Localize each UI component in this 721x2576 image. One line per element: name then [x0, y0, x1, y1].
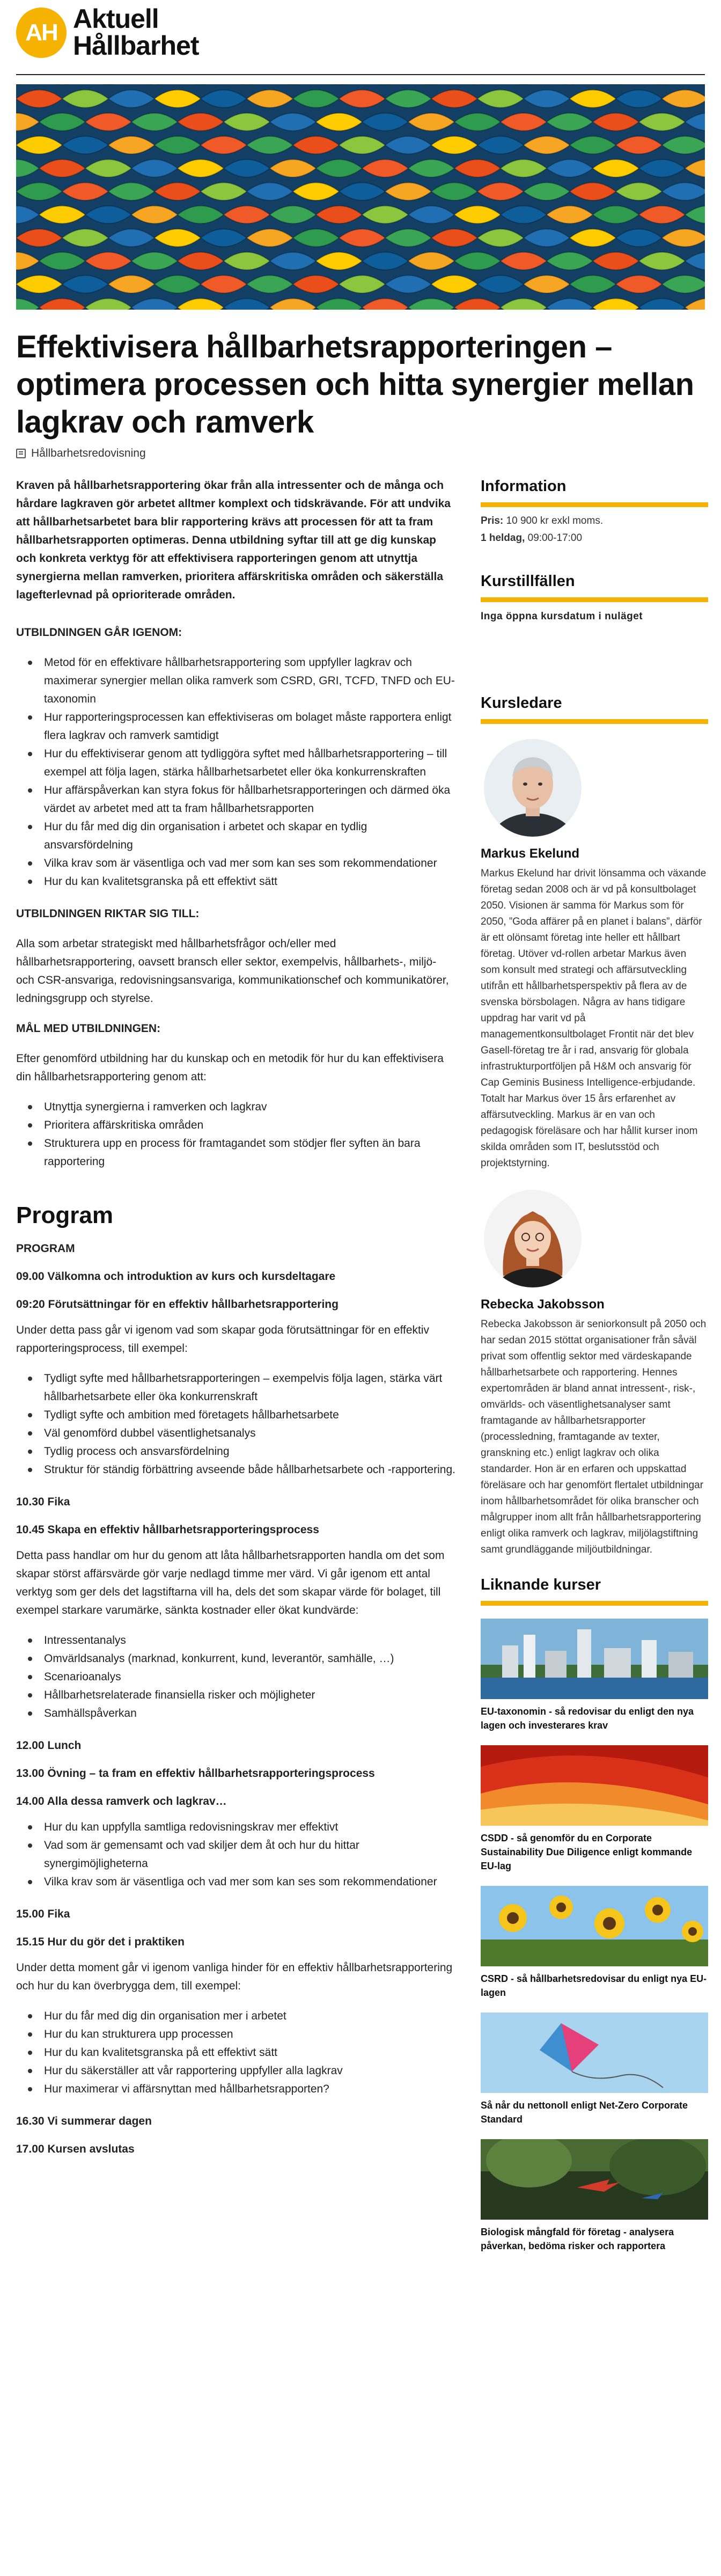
similar-heading: Liknande kurser	[481, 1575, 708, 1606]
list-item: Tydlig process och ansvarsfördelning	[16, 1443, 456, 1461]
list-item: Samhällspåverkan	[16, 1704, 456, 1723]
sunflower-icon	[481, 1886, 708, 1966]
list-item: Vilka krav som är väsentliga och vad mer som kan ses som rekommendationer	[16, 854, 456, 873]
program-item: 16.30 Vi summerar dagen	[16, 2115, 152, 2127]
program-list	[16, 1818, 456, 1891]
leaders-heading: Kursledare	[481, 693, 708, 724]
program-item: 15.00 Fika	[16, 1908, 70, 1920]
card-image[interactable]	[481, 1745, 708, 1826]
course-card[interactable]	[481, 2139, 708, 2253]
program-heading: Program	[16, 1202, 113, 1228]
program-item: 12.00 Lunch	[16, 1739, 82, 1752]
leader-name: Markus Ekelund	[481, 846, 580, 861]
person-icon	[484, 739, 582, 837]
info-block	[481, 513, 708, 547]
card-title[interactable]: CSRD - så hållbarhetsredovisar du enligt nya EU-lagen	[481, 1973, 707, 1998]
leader-bio: Rebecka Jakobsson är seniorkonsult på 2050 och har sedan 2015 stöttat organisationer från såväl privat som offentlig sektor med värdeskapande hållbarhetsarbete och rapportering. Hennes expertområden är bland annat intressent-, risk-, omvärlds- och väsentlighetsanalyser samt framtagande av hållbarhetsrapporter (processledning, framtagande av texter, granskning etc.) enligt lagkrav och olika standarder. Hon är en erfaren och uppskattad föreläsare och har genomfört flertalet utbildningar inom hållbarhetsområdet för olika branscher och målgrupper inom allt från hållbarhetsrapportering enligt olika ramverk och lagkrav, miljölagstiftning samt grundläggande miljöutbildningar.	[481, 1319, 707, 1555]
abstract-red-icon	[481, 1745, 708, 1826]
list-item: Utnyttja synergierna i ramverken och lagkrav	[16, 1098, 456, 1116]
logo-line-2: Hållbarhet	[73, 31, 199, 61]
list-item: Intressentanalys	[16, 1631, 456, 1650]
program-item: 10.45 Skapa en effektiv hållbarhetsrapporteringsprocess	[16, 1524, 319, 1536]
program-list	[16, 1370, 456, 1479]
card-title[interactable]: EU-taxonomin - så redovisar du enligt den nya lagen och investerares krav	[481, 1706, 694, 1731]
list-item: Vad som är gemensamt och vad skiljer dem åt och hur du hittar synergimöjligheterna	[16, 1836, 456, 1873]
program-item: 09:20 Förutsättningar för en effektiv hållbarhetsrapportering	[16, 1298, 339, 1311]
program-item: 13.00 Övning – ta fram en effektiv hållbarhetsrapporteringsprocess	[16, 1767, 375, 1780]
card-image[interactable]	[481, 2139, 708, 2220]
card-title[interactable]: Biologisk mångfald för företag - analysera påverkan, bedöma risker och rapportera	[481, 2227, 674, 2251]
audience-heading: UTBILDNINGEN RIKTAR SIG TILL:	[16, 908, 200, 920]
category-label: Hållbarhetsredovisning	[31, 447, 146, 459]
list-item: Struktur för ständig förbättring avseende både hållbarhetsarbete och -rapportering.	[16, 1461, 456, 1479]
course-card[interactable]	[481, 1886, 708, 2000]
duration-label: 1 heldag,	[481, 532, 525, 544]
list-item: Hur du kan strukturera upp processen	[16, 2025, 456, 2044]
sessions-heading: Kurstillfällen	[481, 572, 708, 602]
list-item: Hur du får med dig din organisation mer i arbetet	[16, 2007, 456, 2025]
list-item: Scenarioanalys	[16, 1668, 456, 1686]
aim-heading: MÅL MED UTBILDNINGEN:	[16, 1022, 161, 1035]
list-item: Hur du säkerställer att vår rapportering uppfyller alla lagkrav	[16, 2062, 456, 2080]
avatar-markus	[484, 739, 582, 837]
list-item: Hur affärspåverkan kan styra fokus för hållbarhetsrapporteringen och därmed öka värdet av arbetet med att ta fram hållbarhetsrapporten	[16, 781, 456, 818]
program-item: 15.15 Hur du gör det i praktiken	[16, 1936, 185, 1948]
list-item: Hur du effektiviserar genom att tydliggöra syftet med hållbarhetsrapportering – till exempel att följa lagen, stärka hållbarhetsarbetet eller öka konkurrenskraften	[16, 745, 456, 781]
folder-icon	[16, 449, 26, 458]
list-item: Strukturera upp en process för framtagandet som stödjer fler syften än bara rapportering	[16, 1135, 456, 1171]
program-list	[16, 1631, 456, 1723]
list-item: Tydligt syfte och ambition med företagets hållbarhetsarbete	[16, 1406, 456, 1424]
site-header	[16, 0, 705, 75]
program-item: 17.00 Kursen avslutas	[16, 2143, 135, 2155]
list-item: Hållbarhetsrelaterade finansiella risker och möjligheter	[16, 1686, 456, 1704]
info-heading: Information	[481, 477, 708, 507]
leader-name: Rebecka Jakobsson	[481, 1297, 605, 1312]
course-card[interactable]	[481, 2012, 708, 2126]
list-item: Väl genomförd dubbel väsentlighetsanalys	[16, 1424, 456, 1443]
price-line	[481, 513, 708, 530]
list-item: Hur du får med dig din organisation i arbetet och skapar en tydlig ansvarsfördelning	[16, 818, 456, 854]
program-text: Under detta pass går vi igenom vad som skapar goda förutsättningar för en effektiv rapporteringsprocess, till exempel:	[16, 1324, 430, 1355]
list-item: Prioritera affärskritiska områden	[16, 1116, 456, 1135]
program-item: 10.30 Fika	[16, 1496, 70, 1508]
list-item: Vilka krav som är väsentliga och vad mer som kan ses som rekommendationer	[16, 1873, 456, 1891]
program-text: Under detta moment går vi igenom vanliga hinder för en effektiv hållbarhetsrapportering och hur du kan överbrygga dem, till exempel:	[16, 1962, 453, 1992]
logo-line-1: Aktuell	[73, 4, 159, 34]
card-title[interactable]: Så når du nettonoll enligt Net-Zero Corporate Standard	[481, 2100, 688, 2125]
category-tag[interactable]	[16, 447, 146, 460]
intro-text: Kraven på hållbarhetsrapportering ökar från alla intressenter och de många och hårdare lagkraven gör arbetet alltmer komplext och tidskrävande. För att undvika att hållbarhetsarbetet bara blir rapportering krävs att processen för att ta fram hållbarhetsrapporten optimeras. Denna utbildning syftar till att ge dig kunskap och konkreta verktyg för att effektivisera rapporteringen genom att utnyttja synergierna mellan ramverken, prioritera affärskritiska områden och säkerställa lagefterlevnad på oprioriterade områden.	[16, 479, 451, 601]
card-title[interactable]: CSDD - så genomför du en Corporate Sustainability Due Diligence enligt kommande EU-lag	[481, 1833, 693, 1871]
card-image[interactable]	[481, 2012, 708, 2093]
price-value: 10 900 kr exkl moms.	[506, 515, 604, 526]
program-item: 14.00 Alla dessa ramverk och lagkrav…	[16, 1795, 227, 1807]
list-item: Hur du kan kvalitetsgranska på ett effektivt sätt	[16, 873, 456, 891]
goals-heading: UTBILDNINGEN GÅR IGENOM:	[16, 626, 182, 639]
person-icon	[484, 1190, 582, 1287]
kite-icon	[481, 2012, 708, 2093]
hero-image	[16, 84, 705, 310]
list-item: Hur du kan kvalitetsgranska på ett effektivt sätt	[16, 2044, 456, 2062]
sessions-text: Inga öppna kursdatum i nuläget	[481, 611, 643, 622]
list-item: Tydligt syfte med hållbarhetsrapporteringen – exempelvis följa lagen, stärka värt hållbarhetsarbete eller öka konkurrenskraft	[16, 1370, 456, 1406]
logo-text[interactable]	[73, 5, 199, 59]
goals-list	[16, 654, 456, 891]
avatar-rebecka	[484, 1190, 582, 1287]
page-title: Effektivisera hållbarhetsrapporteringen – optimera processen och hitta synergier mellan lagkrav och ramverk	[16, 330, 694, 440]
forest-bird-icon	[481, 2139, 708, 2220]
list-item: Hur rapporteringsprocessen kan effektiviseras om bolaget måste rapportera enligt flera lagkrav och ramverk samtidigt	[16, 708, 456, 745]
duration-value: 09:00-17:00	[527, 532, 583, 544]
list-item: Metod för en effektivare hållbarhetsrapportering som uppfyller lagkrav och maximerar synergier mellan olika ramverk som CSRD, GRI, TCFD, TNFD och EU-taxonomin	[16, 654, 456, 708]
similar-courses	[481, 1619, 708, 2253]
main-content	[16, 477, 456, 2166]
course-card[interactable]	[481, 1745, 708, 1873]
program-item: 09.00 Välkomna och introduktion av kurs och kursdeltagare	[16, 1270, 336, 1283]
sidebar	[481, 477, 708, 2253]
duration-line	[481, 530, 708, 547]
program-list	[16, 2007, 456, 2098]
woven-fabric-icon	[16, 84, 705, 310]
program-subheading: PROGRAM	[16, 1242, 75, 1255]
leader-bio: Markus Ekelund har drivit lönsamma och växande företag sedan 2008 och är vd på konsultbolaget 2050. Visionen är samma för Markus som för 2050, ”Goda affärer på en planet i balans”, därför är ett olönsamt företag inte heller ett hållbart företag. Utöver vd-rollen arbetar Markus även som konsult med strategi och affärsutveckling utifrån ett hållbarhetsperspektiv på flera av de svenska börsbolagen. Några av hans tidigare uppdrag har varit vd på managementkonsultbolaget Frontit när det blev Gasell-företag tre år i rad, ansvarig för globala infrastrukturportföljen på H&M och ansvarig för Cap Geminis Business Intelligence-erbjudande. Totalt har Markus över 15 års erfarenhet av affärsutveckling. Markus är en van och pedagogisk föreläsare och har hållit kurser inom skilda områden som IT, beslutsstöd och projektstyrning.	[481, 868, 707, 1169]
aim-text: Efter genomförd utbildning har du kunskap och en metodik för hur du kan effektivisera din hållbarhetsrapportering genom att:	[16, 1052, 444, 1083]
cityscape-icon	[481, 1619, 708, 1699]
program-text: Detta pass handlar om hur du genom att låta hållbarhetsrapporten handla om det som skapar störst affärsvärde gör varje nedlagd timme mer värd. Vi går igenom ett antal verktyg som ger dels det lagstiftarna vill ha, dels det som skapar värde för bolaget, till exempel starkare varumärke, sänkta kostnader eller ökat kundvärde:	[16, 1549, 445, 1616]
price-label: Pris:	[481, 515, 504, 526]
card-image[interactable]	[481, 1886, 708, 1966]
logo-badge[interactable]: AH	[16, 8, 67, 58]
list-item: Hur maximerar vi affärsnyttan med hållbarhetsrapporten?	[16, 2080, 456, 2098]
audience-text: Alla som arbetar strategiskt med hållbarhetsfrågor och/eller med hållbarhetsrapportering, oavsett bransch eller sektor, exempelvis, hållbarhets-, miljö- och CSR-ansvariga, redovisningsansvariga, kommunikationschef och kommunikatörer, ledningsgrupp och styrelse.	[16, 938, 449, 1005]
aims-list	[16, 1098, 456, 1171]
list-item: Hur du kan uppfylla samtliga redovisningskrav mer effektivt	[16, 1818, 456, 1836]
list-item: Omvärldsanalys (marknad, konkurrent, kund, leverantör, samhälle, …)	[16, 1650, 456, 1668]
course-card[interactable]	[481, 1619, 708, 1732]
card-image[interactable]	[481, 1619, 708, 1699]
